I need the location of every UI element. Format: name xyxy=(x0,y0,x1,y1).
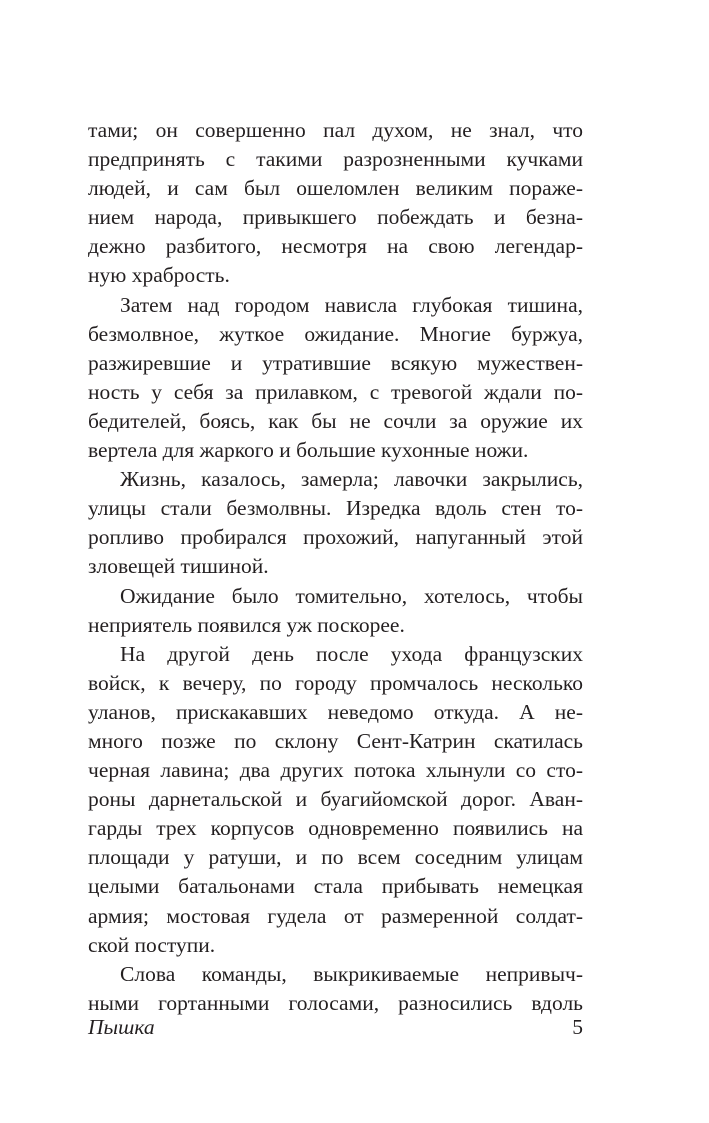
text-line: много позже по склону Сент-Катрин скатилась xyxy=(88,728,583,753)
text-line: безмолвное, жуткое ожидание. Многие буржуа, xyxy=(88,321,583,346)
text-line: гарды трех корпусов одновременно появились на xyxy=(88,816,583,841)
text-line: улицы стали безмолвны. Изредка вдоль стен то- xyxy=(88,496,583,521)
running-title: Пышка xyxy=(88,1015,155,1039)
text-line: Слова команды, выкрикиваемые непривыч- xyxy=(120,961,583,986)
text-line: ской поступи. xyxy=(88,932,216,957)
text-line: войск, к вечеру, по городу промчалось несколько xyxy=(88,670,583,695)
text-line: ропливо пробирался прохожий, напуганный этой xyxy=(88,525,583,550)
page-number: 5 xyxy=(572,1015,583,1039)
paragraph xyxy=(88,291,583,466)
page-footer xyxy=(88,1012,583,1042)
text-line: ную храбрость. xyxy=(88,263,230,288)
text-line: дежно разбитого, несмотря на свою легендар- xyxy=(88,234,583,259)
paragraph xyxy=(88,960,583,1018)
text-line: Затем над городом нависла глубокая тишина, xyxy=(120,292,583,317)
text-line: тами; он совершенно пал духом, не знал, что xyxy=(88,118,583,142)
paragraph xyxy=(88,116,583,291)
text-line: людей, и сам был ошеломлен великим пораже- xyxy=(88,176,583,201)
text-line: зловещей тишиной. xyxy=(88,554,269,579)
text-line: ность у себя за прилавком, с тревогой ждали по- xyxy=(88,379,583,404)
text-line: Жизнь, казалось, замерла; лавочки закрылись, xyxy=(120,467,583,492)
text-line: площади у ратуши, и по всем соседним улицам xyxy=(88,845,583,870)
text-line: армия; мостовая гудела от размеренной солдат- xyxy=(88,903,583,928)
text-line: вертела для жаркого и большие кухонные ножи. xyxy=(88,438,529,463)
paragraph xyxy=(88,582,583,640)
text-line: предпринять с такими разрозненными кучками xyxy=(88,147,583,172)
text-line: Ожидание было томительно, хотелось, чтобы xyxy=(120,583,583,608)
text-line: уланов, прискакавших неведомо откуда. А не- xyxy=(88,699,583,724)
text-line: неприятель появился уж поскорее. xyxy=(88,612,405,637)
text-line: роны дарнетальской и буагийомской дорог. Аван- xyxy=(88,787,583,812)
text-line: целыми батальонами стала прибывать немецкая xyxy=(88,874,583,899)
paragraph xyxy=(88,640,583,960)
body-text xyxy=(88,116,583,1018)
text-line: бедителей, боясь, как бы не сочли за оружие их xyxy=(88,408,583,433)
paragraph xyxy=(88,465,583,581)
text-line: черная лавина; два других потока хлынули со сто- xyxy=(88,758,583,783)
text-line: разжиревшие и утратившие всякую мужествен- xyxy=(88,350,583,375)
text-line: На другой день после ухода французских xyxy=(120,641,583,666)
text-line: ными гортанными голосами, разносились вдоль xyxy=(88,990,583,1015)
text-line: нием народа, привыкшего побеждать и безна- xyxy=(88,205,583,230)
